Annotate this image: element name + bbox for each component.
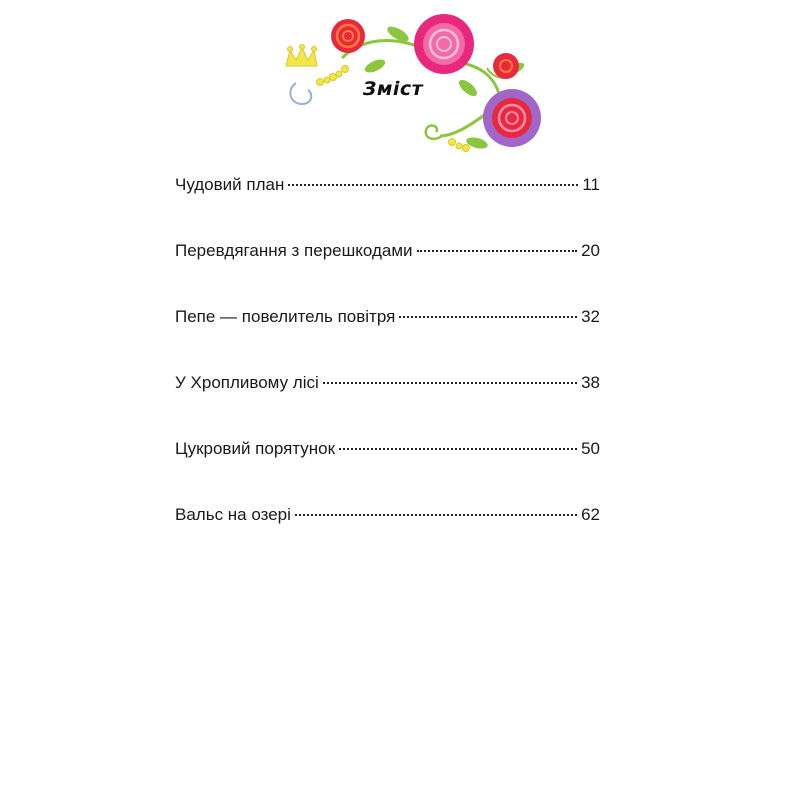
toc-entry-title: Пепе — повелитель повітря xyxy=(175,307,396,326)
rose-icon xyxy=(414,14,474,74)
rose-icon xyxy=(483,89,541,147)
toc-dot-leader xyxy=(323,382,577,384)
crown-icon xyxy=(286,45,317,67)
toc-dot-leader xyxy=(288,184,578,186)
toc-entry-title: Вальс на озері xyxy=(175,505,291,524)
toc-entry-page: 50 xyxy=(581,439,600,458)
toc-entry[interactable] xyxy=(175,373,600,439)
rose-icon xyxy=(493,53,519,79)
toc-entry[interactable] xyxy=(175,505,600,571)
toc-entry[interactable] xyxy=(175,439,600,505)
toc-entry-title: Перевдягання з перешкодами xyxy=(175,241,413,260)
rose-icon xyxy=(331,19,365,53)
toc-dot-leader xyxy=(399,316,577,318)
toc-entry-title: У Хропливому лісі xyxy=(175,373,319,392)
toc-entry-title: Чудовий план xyxy=(175,175,285,194)
page-title: Зміст xyxy=(362,78,424,100)
toc-entry-title: Цукровий порятунок xyxy=(175,439,336,458)
toc-entry-page: 38 xyxy=(581,373,600,392)
toc-dot-leader xyxy=(417,250,578,252)
toc-entry[interactable] xyxy=(175,241,600,307)
toc-entry-page: 11 xyxy=(582,175,600,194)
toc-entry[interactable] xyxy=(175,175,600,241)
toc-entry[interactable] xyxy=(175,307,600,373)
toc-list xyxy=(175,175,600,571)
toc-entry-page: 32 xyxy=(581,307,600,326)
toc-dot-leader xyxy=(295,514,577,516)
toc-dot-leader xyxy=(339,448,577,450)
toc-entry-page: 62 xyxy=(581,505,600,524)
toc-entry-page: 20 xyxy=(581,241,600,260)
